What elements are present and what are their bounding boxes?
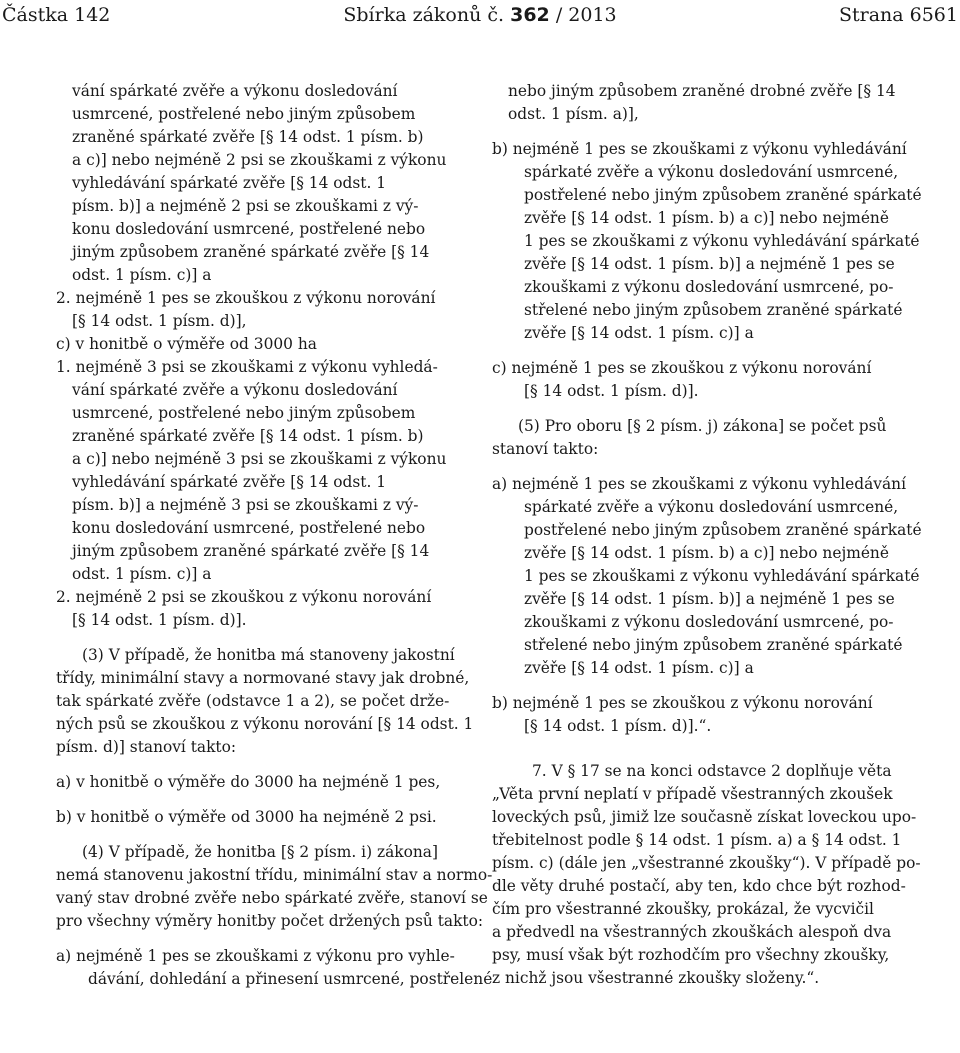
text-line: zkouškami z výkonu dosledování usmrcené, po- <box>524 278 894 296</box>
text-line: a c)] nebo nejméně 3 psi se zkouškami z výkonu <box>72 450 447 468</box>
text-line: písm. d)] stanoví takto: <box>56 738 237 756</box>
paragraph-4-item-a-continuation <box>492 80 960 126</box>
text-line: písm. b)] a nejméně 3 psi se zkouškami z vý- <box>72 496 419 514</box>
page-header <box>0 4 960 34</box>
text-line: vaný stav drobné zvěře nebo spárkaté zvěře, stanoví se <box>56 889 488 907</box>
text-line: zvěře [§ 14 odst. 1 písm. b) a c)] nebo nejméně <box>524 544 889 562</box>
text-line: zraněné spárkaté zvěře [§ 14 odst. 1 písm. b) <box>72 427 424 445</box>
paragraph-5-item-a <box>492 473 960 680</box>
item-b1-continuation <box>56 80 468 287</box>
text-line: odst. 1 písm. c)] a <box>72 266 212 284</box>
text-line: stanoví takto: <box>492 440 599 458</box>
text-line: (5) Pro oboru [§ 2 písm. j) zákona] se počet psů <box>518 417 887 435</box>
text-line: střelené nebo jiným způsobem zraněné spárkaté <box>524 301 903 319</box>
text-line: zvěře [§ 14 odst. 1 písm. c)] a <box>524 659 754 677</box>
text-line: písm. b)] a nejméně 2 psi se zkouškami z vý- <box>72 197 419 215</box>
paragraph-4 <box>56 841 493 933</box>
spacer <box>492 461 960 473</box>
text-line: usmrcené, postřelené nebo jiným způsobem <box>72 105 416 123</box>
paragraph-5 <box>492 415 960 461</box>
header-collection-year: / 2013 <box>549 4 617 26</box>
text-line: 2. nejméně 2 psi se zkouškou z výkonu norování <box>56 588 432 606</box>
text-line: dávání, dohledání a přinesení usmrcené, postřelené <box>88 970 493 988</box>
spacer <box>56 829 468 841</box>
text-line: střelené nebo jiným způsobem zraněné spárkaté <box>524 636 903 654</box>
paragraph-3-item-b-text: b) v honitbě o výměře od 3000 ha nejméně 2 psi. <box>56 808 437 826</box>
text-line: konu dosledování usmrcené, postřelené nebo <box>72 519 426 537</box>
item-c-heading <box>56 333 468 356</box>
paragraph-3 <box>56 644 474 759</box>
header-collection-title <box>0 4 960 26</box>
text-line: 1. nejméně 3 psi se zkouškami z výkonu vyhledá- <box>56 358 438 376</box>
text-line: postřelené nebo jiným způsobem zraněné spárkaté <box>524 186 922 204</box>
spacer <box>56 632 468 644</box>
right-column <box>492 80 960 990</box>
text-line: spárkaté zvěře a výkonu dosledování usmrcené, <box>524 163 899 181</box>
text-line: 7. V § 17 se na konci odstavce 2 doplňuje věta <box>532 762 892 780</box>
text-line: b) nejméně 1 pes se zkouškou z výkonu norování <box>492 694 873 712</box>
text-line: zvěře [§ 14 odst. 1 písm. b)] a nejméně 1 pes se <box>524 255 895 273</box>
text-line: čím pro všestranné zkoušky, prokázal, že vycvičil <box>492 900 874 918</box>
text-line: b) nejméně 1 pes se zkouškami z výkonu vyhledávání <box>492 140 907 158</box>
paragraph-4-item-c <box>492 357 960 403</box>
spacer <box>492 738 960 760</box>
paragraph-5-item-b <box>492 692 960 738</box>
text-line: zvěře [§ 14 odst. 1 písm. c)] a <box>524 324 754 342</box>
paragraph-4-item-a <box>56 945 493 991</box>
text-line: písm. c) (dále jen „všestranné zkoušky“). V případě po- <box>492 854 921 872</box>
item-b2 <box>56 287 468 333</box>
spacer <box>56 933 468 945</box>
text-line: loveckých psů, jimiž lze současně získat loveckou upo- <box>492 808 917 826</box>
text-line: jiným způsobem zraněné spárkaté zvěře [§ 14 <box>72 542 430 560</box>
text-line: a) nejméně 1 pes se zkouškami z výkonu vyhledávání <box>492 475 906 493</box>
text-line: 1 pes se zkouškami z výkonu vyhledávání spárkaté <box>524 232 920 250</box>
spacer <box>56 794 468 806</box>
text-line: zvěře [§ 14 odst. 1 písm. b)] a nejméně 1 pes se <box>524 590 895 608</box>
text-line: dle věty druhé postačí, aby ten, kdo chce být rozhod- <box>492 877 906 895</box>
text-line: vání spárkaté zvěře a výkonu dosledování <box>72 381 398 399</box>
text-line: postřelené nebo jiným způsobem zraněné spárkaté <box>524 521 922 539</box>
text-line: 2. nejméně 1 pes se zkouškou z výkonu norování <box>56 289 436 307</box>
text-line: (4) V případě, že honitba [§ 2 písm. i) zákona] <box>82 843 438 861</box>
text-line: psy, musí však být rozhodčím pro všechny zkoušky, <box>492 946 890 964</box>
text-line: (3) V případě, že honitba má stanoveny jakostní <box>82 646 455 664</box>
text-line: [§ 14 odst. 1 písm. d)]. <box>524 382 699 400</box>
text-line: třebitelnost podle § 14 odst. 1 písm. a) a § 14 odst. 1 <box>492 831 902 849</box>
text-line: [§ 14 odst. 1 písm. d)]. <box>72 611 247 629</box>
text-line: zkouškami z výkonu dosledování usmrcené, po- <box>524 613 894 631</box>
text-line: z nichž jsou všestranné zkoušky složeny.“. <box>492 969 820 987</box>
text-line: [§ 14 odst. 1 písm. d)], <box>72 312 247 330</box>
item-c-heading-text: c) v honitbě o výměře od 3000 ha <box>56 335 317 353</box>
text-line: a) nejméně 1 pes se zkouškami z výkonu pro vyhle- <box>56 947 455 965</box>
header-law-number: 362 <box>510 4 550 26</box>
item-c1 <box>56 356 468 586</box>
text-line: jiným způsobem zraněné spárkaté zvěře [§ 14 <box>72 243 430 261</box>
text-line: odst. 1 písm. a)], <box>508 105 639 123</box>
header-part-number: Částka 142 <box>2 4 111 26</box>
text-line: vyhledávání spárkaté zvěře [§ 14 odst. 1 <box>72 473 387 491</box>
text-line: ných psů se zkouškou z výkonu norování [§ 14 odst. 1 <box>56 715 474 733</box>
header-page-number: Strana 6561 <box>838 4 958 26</box>
spacer <box>492 680 960 692</box>
text-line: pro všechny výměry honitby počet držených psů takto: <box>56 912 484 930</box>
text-line: c) nejméně 1 pes se zkouškou z výkonu norování <box>492 359 872 377</box>
spacer <box>492 126 960 138</box>
spacer <box>492 403 960 415</box>
header-collection-prefix: Sbírka zákonů č. <box>343 4 511 26</box>
text-line: spárkaté zvěře a výkonu dosledování usmrcené, <box>524 498 899 516</box>
amendment-point-7 <box>492 760 960 990</box>
paragraph-3-item-a-text: a) v honitbě o výměře do 3000 ha nejméně 1 pes, <box>56 773 441 791</box>
text-line: třídy, minimální stavy a normované stavy jak drobné, <box>56 669 470 687</box>
text-line: nemá stanovenu jakostní třídu, minimální stav a normo- <box>56 866 493 884</box>
text-line: a c)] nebo nejméně 2 psi se zkouškami z výkonu <box>72 151 447 169</box>
text-line: usmrcené, postřelené nebo jiným způsobem <box>72 404 416 422</box>
paragraph-3-item-b <box>56 806 468 829</box>
left-column <box>56 80 493 991</box>
text-line: odst. 1 písm. c)] a <box>72 565 212 583</box>
text-line: konu dosledování usmrcené, postřelené nebo <box>72 220 426 238</box>
text-line: zraněné spárkaté zvěře [§ 14 odst. 1 písm. b) <box>72 128 424 146</box>
text-line: tak spárkaté zvěře (odstavce 1 a 2), se počet drže- <box>56 692 450 710</box>
text-line: vyhledávání spárkaté zvěře [§ 14 odst. 1 <box>72 174 387 192</box>
text-line: nebo jiným způsobem zraněné drobné zvěře [§ 14 <box>508 82 896 100</box>
text-line: 1 pes se zkouškami z výkonu vyhledávání spárkaté <box>524 567 920 585</box>
item-c2 <box>56 586 468 632</box>
text-line: a předvedl na všestranných zkouškách alespoň dva <box>492 923 892 941</box>
spacer <box>492 345 960 357</box>
paragraph-4-item-b <box>492 138 960 345</box>
text-line: [§ 14 odst. 1 písm. d)].“. <box>524 717 712 735</box>
text-line: zvěře [§ 14 odst. 1 písm. b) a c)] nebo nejméně <box>524 209 889 227</box>
spacer <box>56 759 468 771</box>
text-line: „Věta první neplatí v případě všestranných zkoušek <box>492 785 893 803</box>
text-line: vání spárkaté zvěře a výkonu dosledování <box>72 82 398 100</box>
paragraph-3-item-a <box>56 771 468 794</box>
